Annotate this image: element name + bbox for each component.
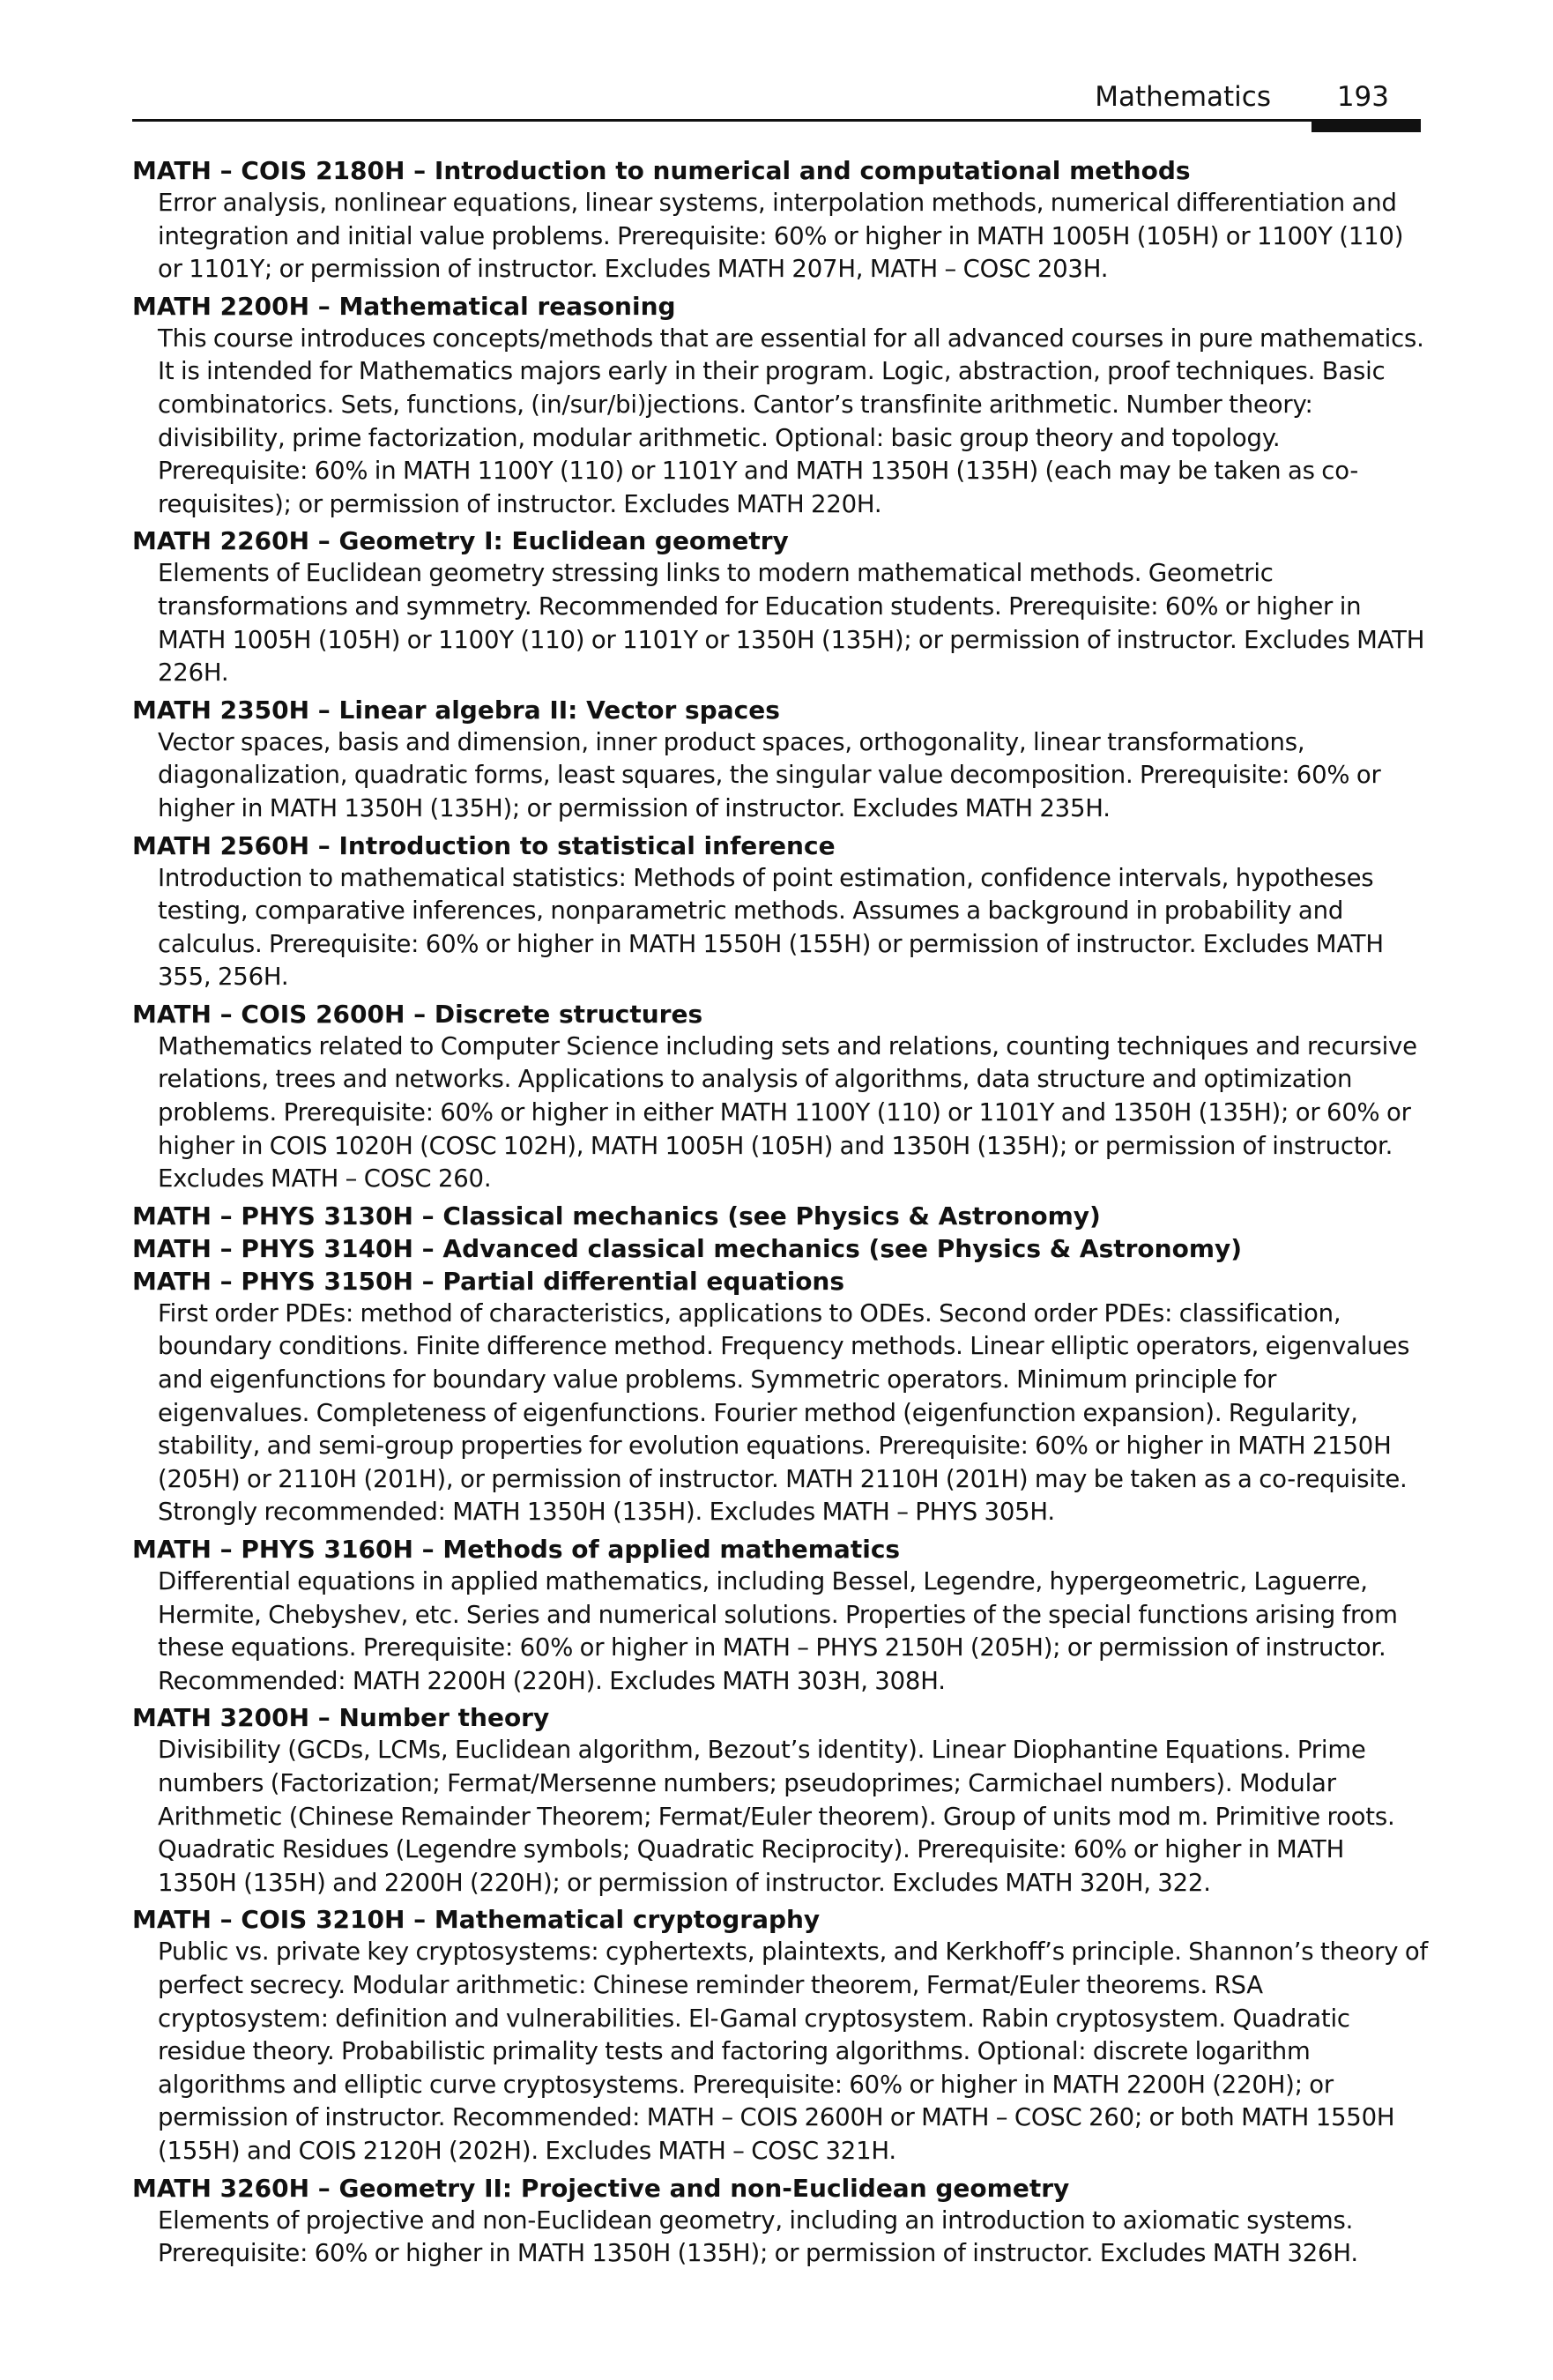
course-title: MATH – PHYS 3150H – Partial differential equations (132, 1266, 845, 1296)
course-title: MATH – COIS 3210H – Mathematical cryptography (132, 1905, 821, 1935)
course-entry (132, 1200, 1428, 1232)
course-description: First order PDEs: method of characteristics, applications to ODEs. Second order PDEs: classification, boundary conditions. Finite difference method. Frequency methods. Linear elliptic operators, eigenvalues and eigenfunctions for boundary value problems. Symmetric operators. Minimum principle for eigenvalues. Completeness of eigenfunctions. Fourier method (eigenfunction expansion). Regularity, stability, and semi-group properties for evolution equations. Prerequisite: 60% or higher in MATH 2150H (205H) or 2110H (201H), or permission of instructor. MATH 2110H (201H) may be taken as a co-requisite. Strongly recommended: MATH 1350H (135H). Excludes MATH – PHYS 305H. (158, 1298, 1410, 1527)
course-entry (132, 694, 1428, 826)
course-title: MATH – PHYS 3140H – Advanced classical mechanics (see Physics & Astronomy) (132, 1233, 1243, 1263)
course-list (132, 154, 1428, 2274)
course-entry (132, 1533, 1428, 1698)
course-title: MATH 2350H – Linear algebra II: Vector spaces (132, 695, 780, 725)
header-tab-marker (1312, 119, 1421, 132)
header-rule (132, 119, 1421, 122)
course-description: Public vs. private key cryptosystems: cyphertexts, plaintexts, and Kerkhoff’s principle. Shannon’s theory of perfect secrecy. Modular arithmetic: Chinese reminder theorem, Fermat/Euler theorems. RSA cryptosystem: definition and vulnerabilities. El-Gamal cryptosystem. Rabin cryptosystem. Quadratic residue theory. Probabilistic primality tests and factoring algorithms. Optional: discrete logarithm algorithms and elliptic curve cryptosystems. Prerequisite: 60% or higher in MATH 2200H (220H); or permission of instructor. Recommended: MATH – COIS 2600H or MATH – COSC 260; or both MATH 1550H (155H) and COIS 2120H (202H). Excludes MATH – COSC 321H. (158, 1937, 1428, 2165)
course-description: Error analysis, nonlinear equations, linear systems, interpolation methods, numerical differentiation and integration and initial value problems. Prerequisite: 60% or higher in MATH 1005H (105H) or 1100Y (110) or 1101Y; or permission of instructor. Excludes MATH 207H, MATH – COSC 203H. (158, 189, 1404, 284)
course-entry (132, 524, 1428, 689)
course-title: MATH 3200H – Number theory (132, 1703, 550, 1733)
course-title: MATH 3260H – Geometry II: Projective and non-Euclidean geometry (132, 2173, 1070, 2203)
course-description: Elements of Euclidean geometry stressing links to modern mathematical methods. Geometric transformations and symmetry. Recommended for Education students. Prerequisite: 60% or higher in MATH 1005H (105H) or 1100Y (110) or 1101Y or 1350H (135H); or permission of instructor. Excludes MATH 226H. (158, 559, 1425, 688)
course-entry (132, 1265, 1428, 1529)
course-entry (132, 290, 1428, 522)
course-description: Elements of projective and non-Euclidean geometry, including an introduction to axiomatic systems. Prerequisite: 60% or higher in MATH 1350H (135H); or permission of instructor. Excludes MATH 326H. (158, 2205, 1358, 2268)
course-entry (132, 998, 1428, 1196)
course-entry (132, 829, 1428, 994)
course-title: MATH 2200H – Mathematical reasoning (132, 291, 676, 321)
course-title: MATH – COIS 2180H – Introduction to numerical and computational methods (132, 156, 1191, 185)
course-description: Introduction to mathematical statistics: Methods of point estimation, confidence intervals, hypotheses testing, comparative inferences, nonparametric methods. Assumes a background in probability and calculus. Prerequisite: 60% or higher in MATH 1550H (155H) or permission of instructor. Excludes MATH 355, 256H. (158, 863, 1384, 992)
course-entry (132, 2172, 1428, 2271)
course-description: This course introduces concepts/methods that are essential for all advanced courses in pure mathematics. It is intended for Mathematics majors early in their program. Logic, abstraction, proof techniques. Basic combinatorics. Sets, functions, (in/sur/bi)jections. Cantor’s transfinite arithmetic. Number theory: divisibility, prime factorization, modular arithmetic. Optional: basic group theory and topology. Prerequisite: 60% in MATH 1100Y (110) or 1101Y and MATH 1350H (135H) (each may be taken as co-requisites); or permission of instructor. Excludes MATH 220H. (158, 324, 1424, 518)
course-entry (132, 154, 1428, 286)
course-entry (132, 1903, 1428, 2168)
page-number: 193 (1336, 81, 1389, 113)
course-entry (132, 1232, 1428, 1265)
page-header (132, 78, 1421, 122)
course-description: Differential equations in applied mathematics, including Bessel, Legendre, hypergeometric, Laguerre, Hermite, Chebyshev, etc. Series and numerical solutions. Properties of the special functions arising from these equations. Prerequisite: 60% or higher in MATH – PHYS 2150H (205H); or permission of instructor. Recommended: MATH 2200H (220H). Excludes MATH 303H, 308H. (158, 1567, 1398, 1695)
course-description: Divisibility (GCDs, LCMs, Euclidean algorithm, Bezout’s identity). Linear Diophantine Equations. Prime numbers (Factorization; Fermat/Mersenne numbers; pseudoprimes; Carmichael numbers). Modular Arithmetic (Chinese Remainder Theorem; Fermat/Euler theorem). Group of units mod m. Primitive roots. Quadratic Residues (Legendre symbols; Quadratic Reciprocity). Prerequisite: 60% or higher in MATH 1350H (135H) and 2200H (220H); or permission of instructor. Excludes MATH 320H, 322. (158, 1736, 1395, 1897)
course-title: MATH – PHYS 3130H – Classical mechanics (see Physics & Astronomy) (132, 1201, 1101, 1231)
course-description: Vector spaces, basis and dimension, inner product spaces, orthogonality, linear transformations, diagonalization, quadratic forms, least squares, the singular value decomposition. Prerequisite: 60% or higher in MATH 1350H (135H); or permission of instructor. Excludes MATH 235H. (158, 727, 1381, 822)
course-entry (132, 1701, 1428, 1900)
running-head-section: Mathematics (1095, 81, 1271, 113)
course-title: MATH – COIS 2600H – Discrete structures (132, 999, 703, 1029)
course-description: Mathematics related to Computer Science including sets and relations, counting techniques and recursive relations, trees and networks. Applications to analysis of algorithms, data structure and optimization problems. Prerequisite: 60% or higher in either MATH 1100Y (110) or 1101Y and 1350H (135H); or 60% or higher in COIS 1020H (COSC 102H), MATH 1005H (105H) and 1350H (135H); or permission of instructor. Excludes MATH – COSC 260. (158, 1031, 1417, 1194)
course-title: MATH 2560H – Introduction to statistical inference (132, 830, 836, 860)
course-title: MATH – PHYS 3160H – Methods of applied mathematics (132, 1535, 901, 1564)
course-title: MATH 2260H – Geometry I: Euclidean geometry (132, 526, 789, 556)
